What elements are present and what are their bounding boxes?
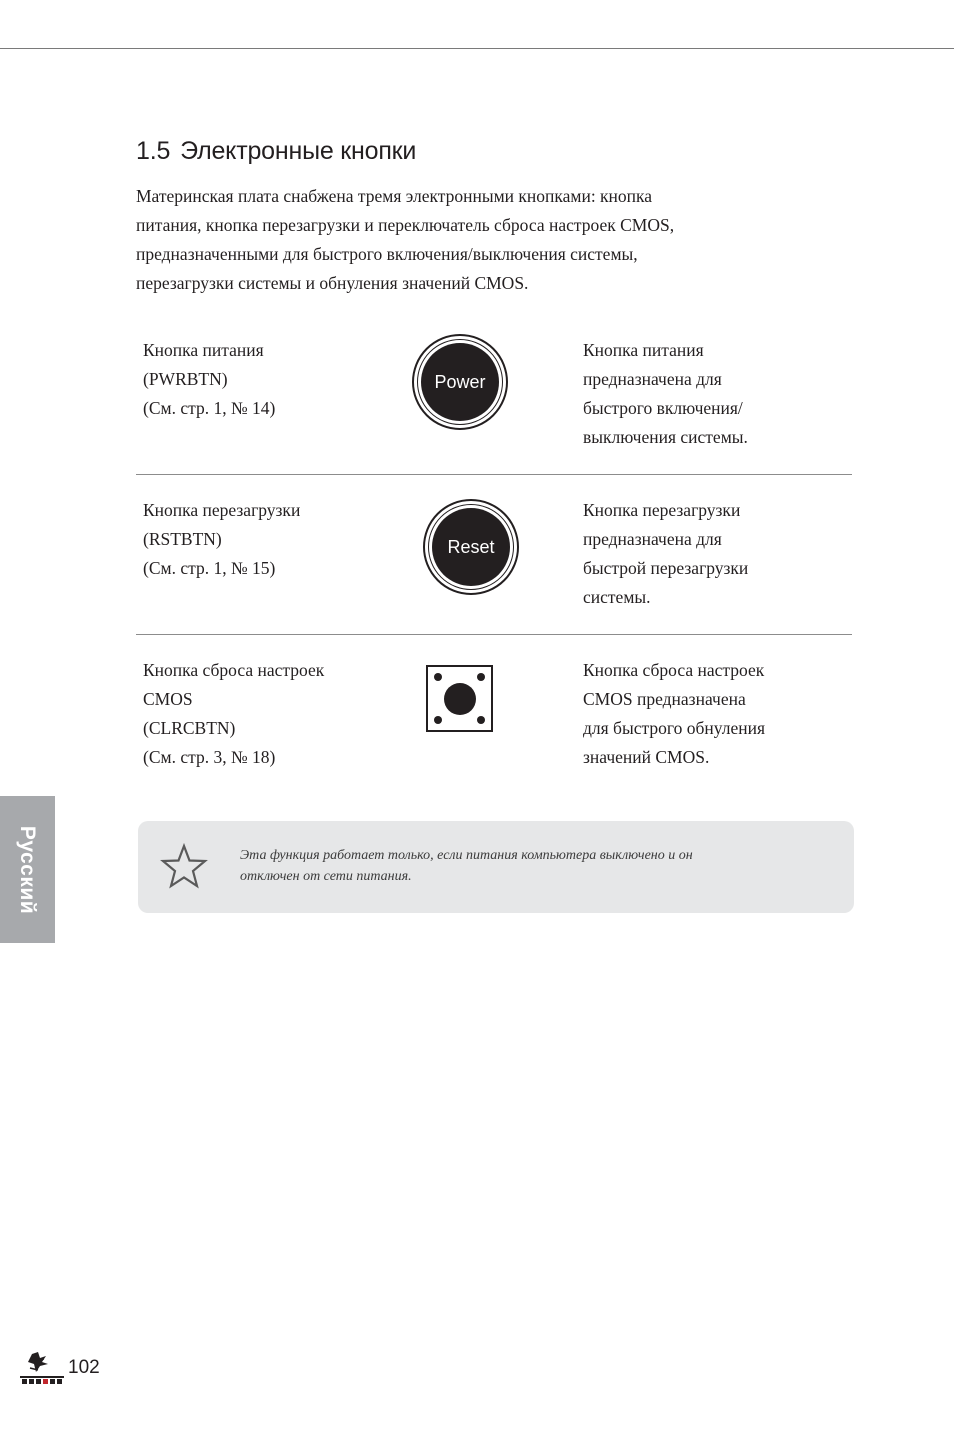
button-description-line: выключения системы. <box>583 427 748 447</box>
button-name-line: Кнопка сброса настроек <box>143 660 325 680</box>
section-number: 1.5 <box>136 137 171 165</box>
button-description-line: предназначена для <box>583 529 722 549</box>
row-divider <box>136 634 852 635</box>
button-row-clear-cmos <box>136 656 852 786</box>
button-name-line: (См. стр. 3, № 18) <box>143 747 276 767</box>
intro-line: предназначенными для быстрого включения/выключения системы, <box>136 244 638 264</box>
button-name-line: Кнопка питания <box>143 340 264 360</box>
button-name-line: Кнопка перезагрузки <box>143 500 301 520</box>
note-line: отключен от сети питания. <box>240 869 412 884</box>
button-description <box>583 336 748 452</box>
button-description-line: для быстрого обнуления <box>583 718 765 738</box>
reset-button-label: Reset <box>432 508 510 586</box>
page-number: 102 <box>68 1357 100 1378</box>
button-name-line: CMOS <box>143 689 193 709</box>
reset-button-icon <box>423 499 519 595</box>
intro-line: Материнская плата снабжена тремя электронными кнопками: кнопка <box>136 186 653 206</box>
corner-dot <box>477 716 485 724</box>
button-name <box>143 496 300 583</box>
button-description-line: значений CMOS. <box>583 747 710 767</box>
power-button-label: Power <box>421 343 499 421</box>
note-text <box>240 845 800 887</box>
clear-cmos-button-icon <box>426 665 493 732</box>
corner-dot <box>434 673 442 681</box>
button-name <box>143 336 275 423</box>
button-name-line: (См. стр. 1, № 15) <box>143 558 276 578</box>
note-line: Эта функция работает только, если питания компьютера выключено и он <box>240 848 693 863</box>
section-title-text: Электронные кнопки <box>180 137 417 165</box>
star-icon <box>160 843 208 889</box>
button-description-line: системы. <box>583 587 651 607</box>
button-description-line: CMOS предназначена <box>583 689 746 709</box>
intro-line: питания, кнопка перезагрузки и переключатель сброса настроек CMOS, <box>136 215 675 235</box>
button-description-line: Кнопка питания <box>583 340 704 360</box>
button-description <box>583 656 765 772</box>
button-description-line: Кнопка перезагрузки <box>583 500 741 520</box>
top-rule <box>0 48 954 49</box>
intro-paragraph <box>136 182 776 298</box>
button-name-line: (CLRCBTN) <box>143 718 236 738</box>
button-name-line: (См. стр. 1, № 14) <box>143 398 276 418</box>
brand-logo <box>18 1350 68 1388</box>
section-title <box>136 134 416 168</box>
clear-cmos-button-center <box>444 683 476 715</box>
power-button-icon <box>412 334 508 430</box>
button-description-line: Кнопка сброса настроек <box>583 660 765 680</box>
language-side-tab-label: Русский <box>16 825 40 914</box>
button-name-line: (PWRBTN) <box>143 369 228 389</box>
row-divider <box>136 474 852 475</box>
button-description-line: быстрого включения/ <box>583 398 743 418</box>
button-description-line: быстрой перезагрузки <box>583 558 749 578</box>
corner-dot <box>434 716 442 724</box>
note-box <box>138 821 854 913</box>
language-side-tab <box>0 796 55 943</box>
button-name <box>143 656 324 772</box>
intro-line: перезагрузки системы и обнуления значений CMOS. <box>136 273 529 293</box>
corner-dot <box>477 673 485 681</box>
button-description-line: предназначена для <box>583 369 722 389</box>
button-description <box>583 496 748 612</box>
button-name-line: (RSTBTN) <box>143 529 222 549</box>
